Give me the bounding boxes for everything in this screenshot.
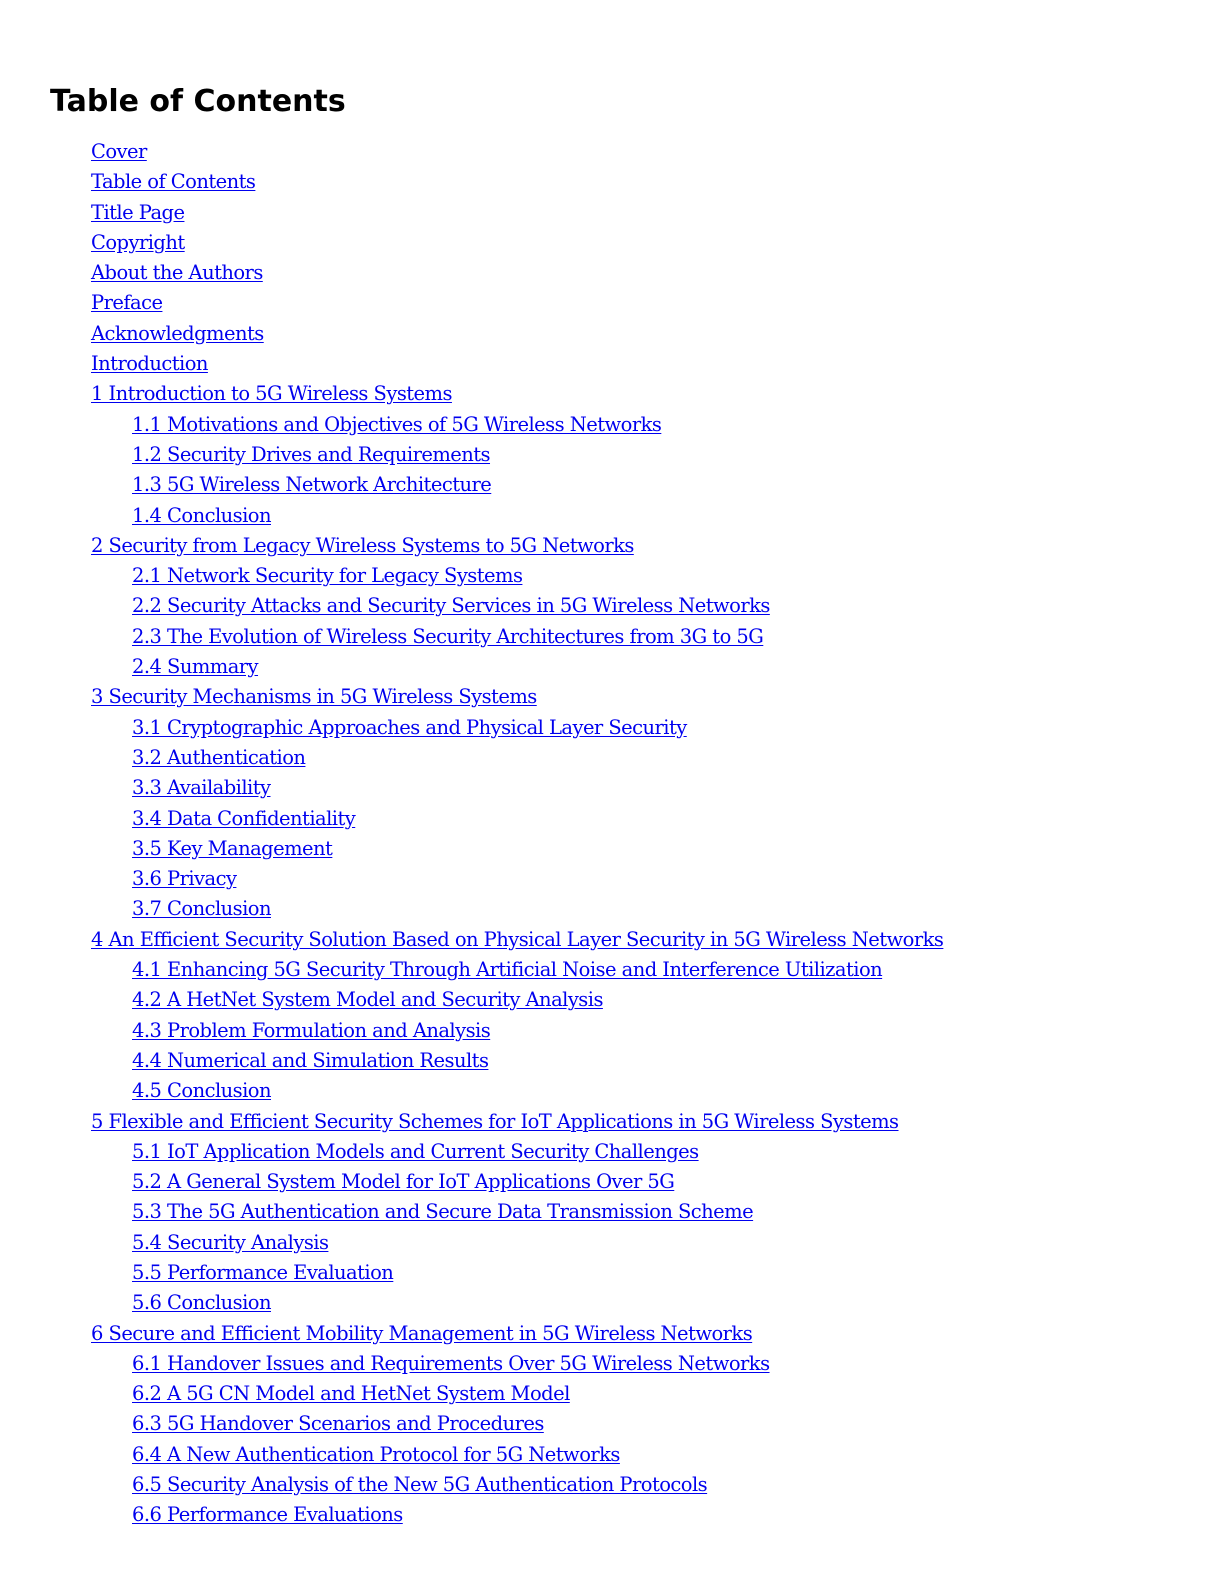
toc-sublink[interactable]: 2.1 Network Security for Legacy Systems (132, 564, 523, 588)
toc-subentry (0, 1379, 1224, 1409)
toc-link[interactable]: Title Page (91, 200, 185, 224)
toc-sublink[interactable]: 5.5 Performance Evaluation (132, 1260, 394, 1284)
toc-link[interactable]: 6 Secure and Efficient Mobility Management in 5G Wireless Networks (91, 1321, 753, 1345)
toc-sublink[interactable]: 2.4 Summary (132, 655, 259, 679)
toc-subentry (0, 1046, 1224, 1076)
toc-subentry (0, 804, 1224, 834)
toc-entry (0, 1319, 1224, 1349)
toc-sublink[interactable]: 6.3 5G Handover Scenarios and Procedures (132, 1412, 544, 1436)
toc-entry (0, 137, 1224, 167)
toc-subentry (0, 1137, 1224, 1167)
toc-link[interactable]: 3 Security Mechanisms in 5G Wireless Systems (91, 685, 537, 709)
toc-sublink[interactable]: 4.2 A HetNet System Model and Security Analysis (132, 988, 603, 1012)
toc-sublink[interactable]: 5.1 IoT Application Models and Current Security Challenges (132, 1139, 699, 1163)
toc-subentry (0, 743, 1224, 773)
toc-entry (0, 531, 1224, 561)
toc-subentry (0, 622, 1224, 652)
toc-sublink[interactable]: 3.1 Cryptographic Approaches and Physical Layer Security (132, 715, 687, 739)
toc-subentry (0, 955, 1224, 985)
toc-link[interactable]: 4 An Efficient Security Solution Based on Physical Layer Security in 5G Wireless Networks (91, 927, 944, 951)
toc-sublink[interactable]: 3.7 Conclusion (132, 897, 271, 921)
toc-sublink[interactable]: 2.2 Security Attacks and Security Services in 5G Wireless Networks (132, 594, 770, 618)
toc-link[interactable]: Copyright (91, 230, 185, 254)
toc-subentry (0, 834, 1224, 864)
page-title: Table of Contents (50, 84, 346, 119)
toc-sublink[interactable]: 6.5 Security Analysis of the New 5G Authentication Protocols (132, 1473, 708, 1497)
toc-subentry (0, 985, 1224, 1015)
toc-sublink[interactable]: 4.1 Enhancing 5G Security Through Artificial Noise and Interference Utilization (132, 958, 883, 982)
toc-subentry (0, 1167, 1224, 1197)
toc-sublink[interactable]: 1.2 Security Drives and Requirements (132, 442, 491, 466)
toc-subentry (0, 1440, 1224, 1470)
toc-subentry (0, 894, 1224, 924)
toc-link[interactable]: Acknowledgments (91, 321, 264, 345)
toc-link[interactable]: Introduction (91, 352, 208, 376)
toc-link[interactable]: Cover (91, 140, 147, 163)
toc-sublink[interactable]: 5.4 Security Analysis (132, 1230, 329, 1254)
toc-subentry (0, 864, 1224, 894)
toc-subentry (0, 1258, 1224, 1288)
toc-subentry (0, 501, 1224, 531)
toc-entry (0, 925, 1224, 955)
toc-link[interactable]: Table of Contents (91, 170, 256, 194)
toc-link[interactable]: Preface (91, 291, 163, 315)
toc-sublink[interactable]: 4.5 Conclusion (132, 1079, 271, 1103)
toc-subentry (0, 1470, 1224, 1500)
toc-entry (0, 167, 1224, 197)
toc-entry (0, 319, 1224, 349)
toc-subentry (0, 410, 1224, 440)
toc-subentry (0, 1409, 1224, 1439)
toc-sublink[interactable]: 3.5 Key Management (132, 836, 333, 860)
toc-sublink[interactable]: 3.2 Authentication (132, 745, 306, 769)
toc-sublink[interactable]: 1.3 5G Wireless Network Architecture (132, 473, 492, 497)
toc-entry (0, 682, 1224, 712)
toc-subentry (0, 1288, 1224, 1318)
toc-subentry (0, 652, 1224, 682)
toc-sublink[interactable]: 2.3 The Evolution of Wireless Security Architectures from 3G to 5G (132, 624, 764, 648)
toc-link[interactable]: About the Authors (91, 261, 263, 285)
toc-sublink[interactable]: 6.1 Handover Issues and Requirements Over 5G Wireless Networks (132, 1351, 770, 1375)
toc-sublink[interactable]: 4.3 Problem Formulation and Analysis (132, 1018, 491, 1042)
toc-sublink[interactable]: 6.2 A 5G CN Model and HetNet System Model (132, 1382, 570, 1406)
toc-sublink[interactable]: 6.6 Performance Evaluations (132, 1503, 403, 1527)
toc-subentry (0, 1076, 1224, 1106)
toc-sublink[interactable]: 5.3 The 5G Authentication and Secure Data Transmission Scheme (132, 1200, 754, 1224)
toc-subentry (0, 591, 1224, 621)
toc-sublink[interactable]: 1.1 Motivations and Objectives of 5G Wireless Networks (132, 412, 662, 436)
toc-entry (0, 349, 1224, 379)
toc-subentry (0, 1228, 1224, 1258)
toc-subentry (0, 561, 1224, 591)
toc-sublink[interactable]: 3.3 Availability (132, 776, 271, 800)
toc-entry (0, 288, 1224, 318)
toc-link[interactable]: 5 Flexible and Efficient Security Schemes for IoT Applications in 5G Wireless Systems (91, 1109, 899, 1133)
toc-entry (0, 198, 1224, 228)
toc-subentry (0, 470, 1224, 500)
toc-list (0, 137, 1224, 1531)
toc-subentry (0, 713, 1224, 743)
toc-subentry (0, 1349, 1224, 1379)
toc-sublink[interactable]: 1.4 Conclusion (132, 503, 271, 527)
toc-entry (0, 1107, 1224, 1137)
toc-entry (0, 258, 1224, 288)
toc-entry (0, 228, 1224, 258)
toc-subentry (0, 1500, 1224, 1530)
toc-entry (0, 379, 1224, 409)
toc-sublink[interactable]: 4.4 Numerical and Simulation Results (132, 1048, 489, 1072)
toc-link[interactable]: 2 Security from Legacy Wireless Systems to 5G Networks (91, 533, 634, 557)
toc-subentry (0, 1197, 1224, 1227)
toc-subentry (0, 773, 1224, 803)
toc-sublink[interactable]: 3.4 Data Confidentiality (132, 806, 356, 830)
toc-sublink[interactable]: 6.4 A New Authentication Protocol for 5G Networks (132, 1442, 620, 1466)
toc-sublink[interactable]: 3.6 Privacy (132, 867, 237, 891)
toc-link[interactable]: 1 Introduction to 5G Wireless Systems (91, 382, 452, 406)
toc-subentry (0, 1016, 1224, 1046)
toc-subentry (0, 440, 1224, 470)
toc-sublink[interactable]: 5.6 Conclusion (132, 1291, 271, 1315)
toc-sublink[interactable]: 5.2 A General System Model for IoT Applications Over 5G (132, 1170, 675, 1194)
